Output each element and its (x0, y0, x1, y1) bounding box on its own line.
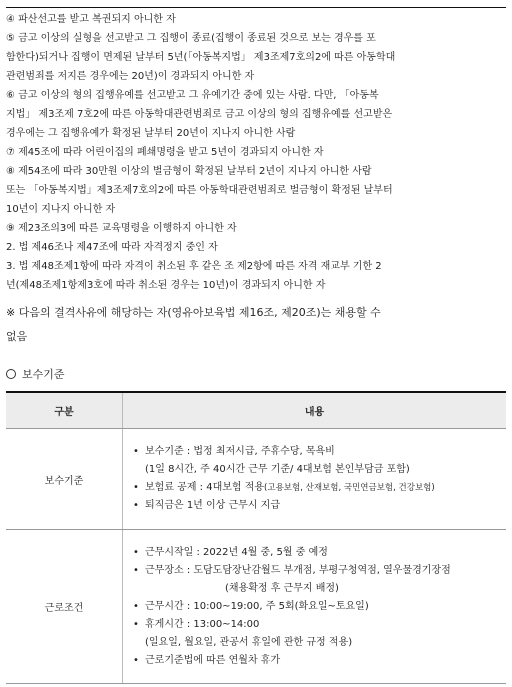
list-item (131, 652, 498, 670)
disqualification-notice: 없음 (6, 330, 28, 343)
criteria-line: 10년이 지나지 아니한 자 (6, 204, 116, 215)
header-category: 구분 (6, 392, 123, 429)
top-rule (6, 7, 506, 8)
row-content (123, 530, 507, 684)
list-item (131, 544, 498, 562)
row-content (123, 429, 507, 530)
item-text: 보수기준 : 법정 최저시급, 주휴수당, 목욕비 (145, 446, 335, 457)
item-text: 근무시작일 : 2022년 4월 중, 5월 중 예정 (145, 546, 328, 558)
item-text: 퇴직금은 1년 이상 근무시 지급 (145, 500, 280, 511)
list-item (131, 443, 498, 479)
circle-icon (6, 369, 16, 379)
item-subtext: (일요일, 월요일, 관공서 휴일에 관한 규정 적용) (145, 636, 353, 648)
criteria-line: 2. 법 제46조나 제47조에 따라 자격정지 중인 자 (6, 242, 218, 253)
criteria-line: 경우에는 그 집행유예가 확정된 날부터 20년이 지나지 아니한 사람 (6, 128, 296, 139)
criteria-line: 3. 법 제48조제1항에 따라 자격이 취소된 후 같은 조 제2항에 따른 자격 재교부 기한 2 (6, 261, 382, 272)
row-label: 근로조건 (6, 530, 123, 684)
criteria-line: ⑧ 제54조에 따라 30만원 이상의 벌금형이 확정된 날부터 2년이 지나지 아니한 사람 (6, 166, 372, 177)
criteria-line: ⑤ 금고 이상의 실형을 선고받고 그 집행이 종료(집행이 종료된 것으로 보는 경우를 포 (6, 33, 376, 44)
row-label: 보수기준 (6, 429, 123, 530)
list-item (131, 562, 498, 598)
item-subtext: (1일 8시간, 주 40시간 근무 기준/ 4대보험 본인부담금 포함) (145, 464, 410, 475)
criteria-line: 함한다)되거나 집행이 면제된 날부터 5년(「아동복지법」 제3조제7호의2에 따른 아동학대 (6, 52, 396, 63)
section-heading-text: 보수기준 (22, 368, 65, 381)
salary-table (6, 391, 506, 684)
criteria-line: ⑨ 제23조의3에 따른 교육명령을 이행하지 아니한 자 (6, 223, 237, 234)
list-item (131, 598, 498, 616)
list-item (131, 616, 498, 652)
item-text: 근무장소 : 도담도담장난감월드 부개점, 부평구청역점, 열우물경기장점 (145, 564, 451, 576)
criteria-line: ④ 파산선고를 받고 복권되지 아니한 자 (6, 14, 176, 25)
criteria-line: ⑦ 제45조에 따라 어린이집의 폐쇄명령을 받고 5년이 경과되지 아니한 자 (6, 147, 324, 158)
criteria-line: 또는 「아동복지법」제3조제7호의2에 따른 아동학대관련범죄로 벌금형이 확정된 날부터 (6, 185, 393, 196)
item-subtext: (채용확정 후 근무지 배정) (225, 582, 339, 594)
table-header-row (6, 392, 506, 429)
list-item (131, 479, 498, 497)
item-text: 보험료 공제 : 4대보험 적용 (145, 482, 265, 493)
criteria-line: 지법」 제3조제 7호2에 따른 아동학대관련범죄로 금고 이상의 형의 집행유예를 선고받은 (6, 109, 393, 120)
table-row (6, 530, 506, 684)
item-text: 근무시간 : 10:00~19:00, 주 5회(화요일~토요일) (145, 600, 369, 612)
list-item (131, 497, 498, 515)
criteria-line: 년(제48조제1항제3호에 따라 취소된 경우는 10년)이 경과되지 아니한 자 (6, 280, 326, 291)
disqualification-notice: ※ 다음의 결격사유에 해당하는 자(영유아보육법 제16조, 제20조)는 채용할 수 (6, 306, 381, 319)
criteria-line: ⑥ 금고 이상의 형의 집행유예를 선고받고 그 유예기간 중에 있는 사람. 다만, 「아동복 (6, 90, 379, 101)
header-content: 내용 (123, 392, 507, 429)
item-detail: (고용보험, 산재보험, 국민연금보험, 건강보험) (264, 483, 435, 493)
section-heading (6, 366, 65, 382)
table-row (6, 429, 506, 530)
criteria-line: 관련범죄를 저지른 경우에는 20년)이 경과되지 아니한 자 (6, 71, 255, 82)
item-text: 휴게시간 : 13:00~14:00 (145, 618, 260, 630)
item-text: 근로기준법에 따른 연월차 휴가 (145, 654, 281, 666)
